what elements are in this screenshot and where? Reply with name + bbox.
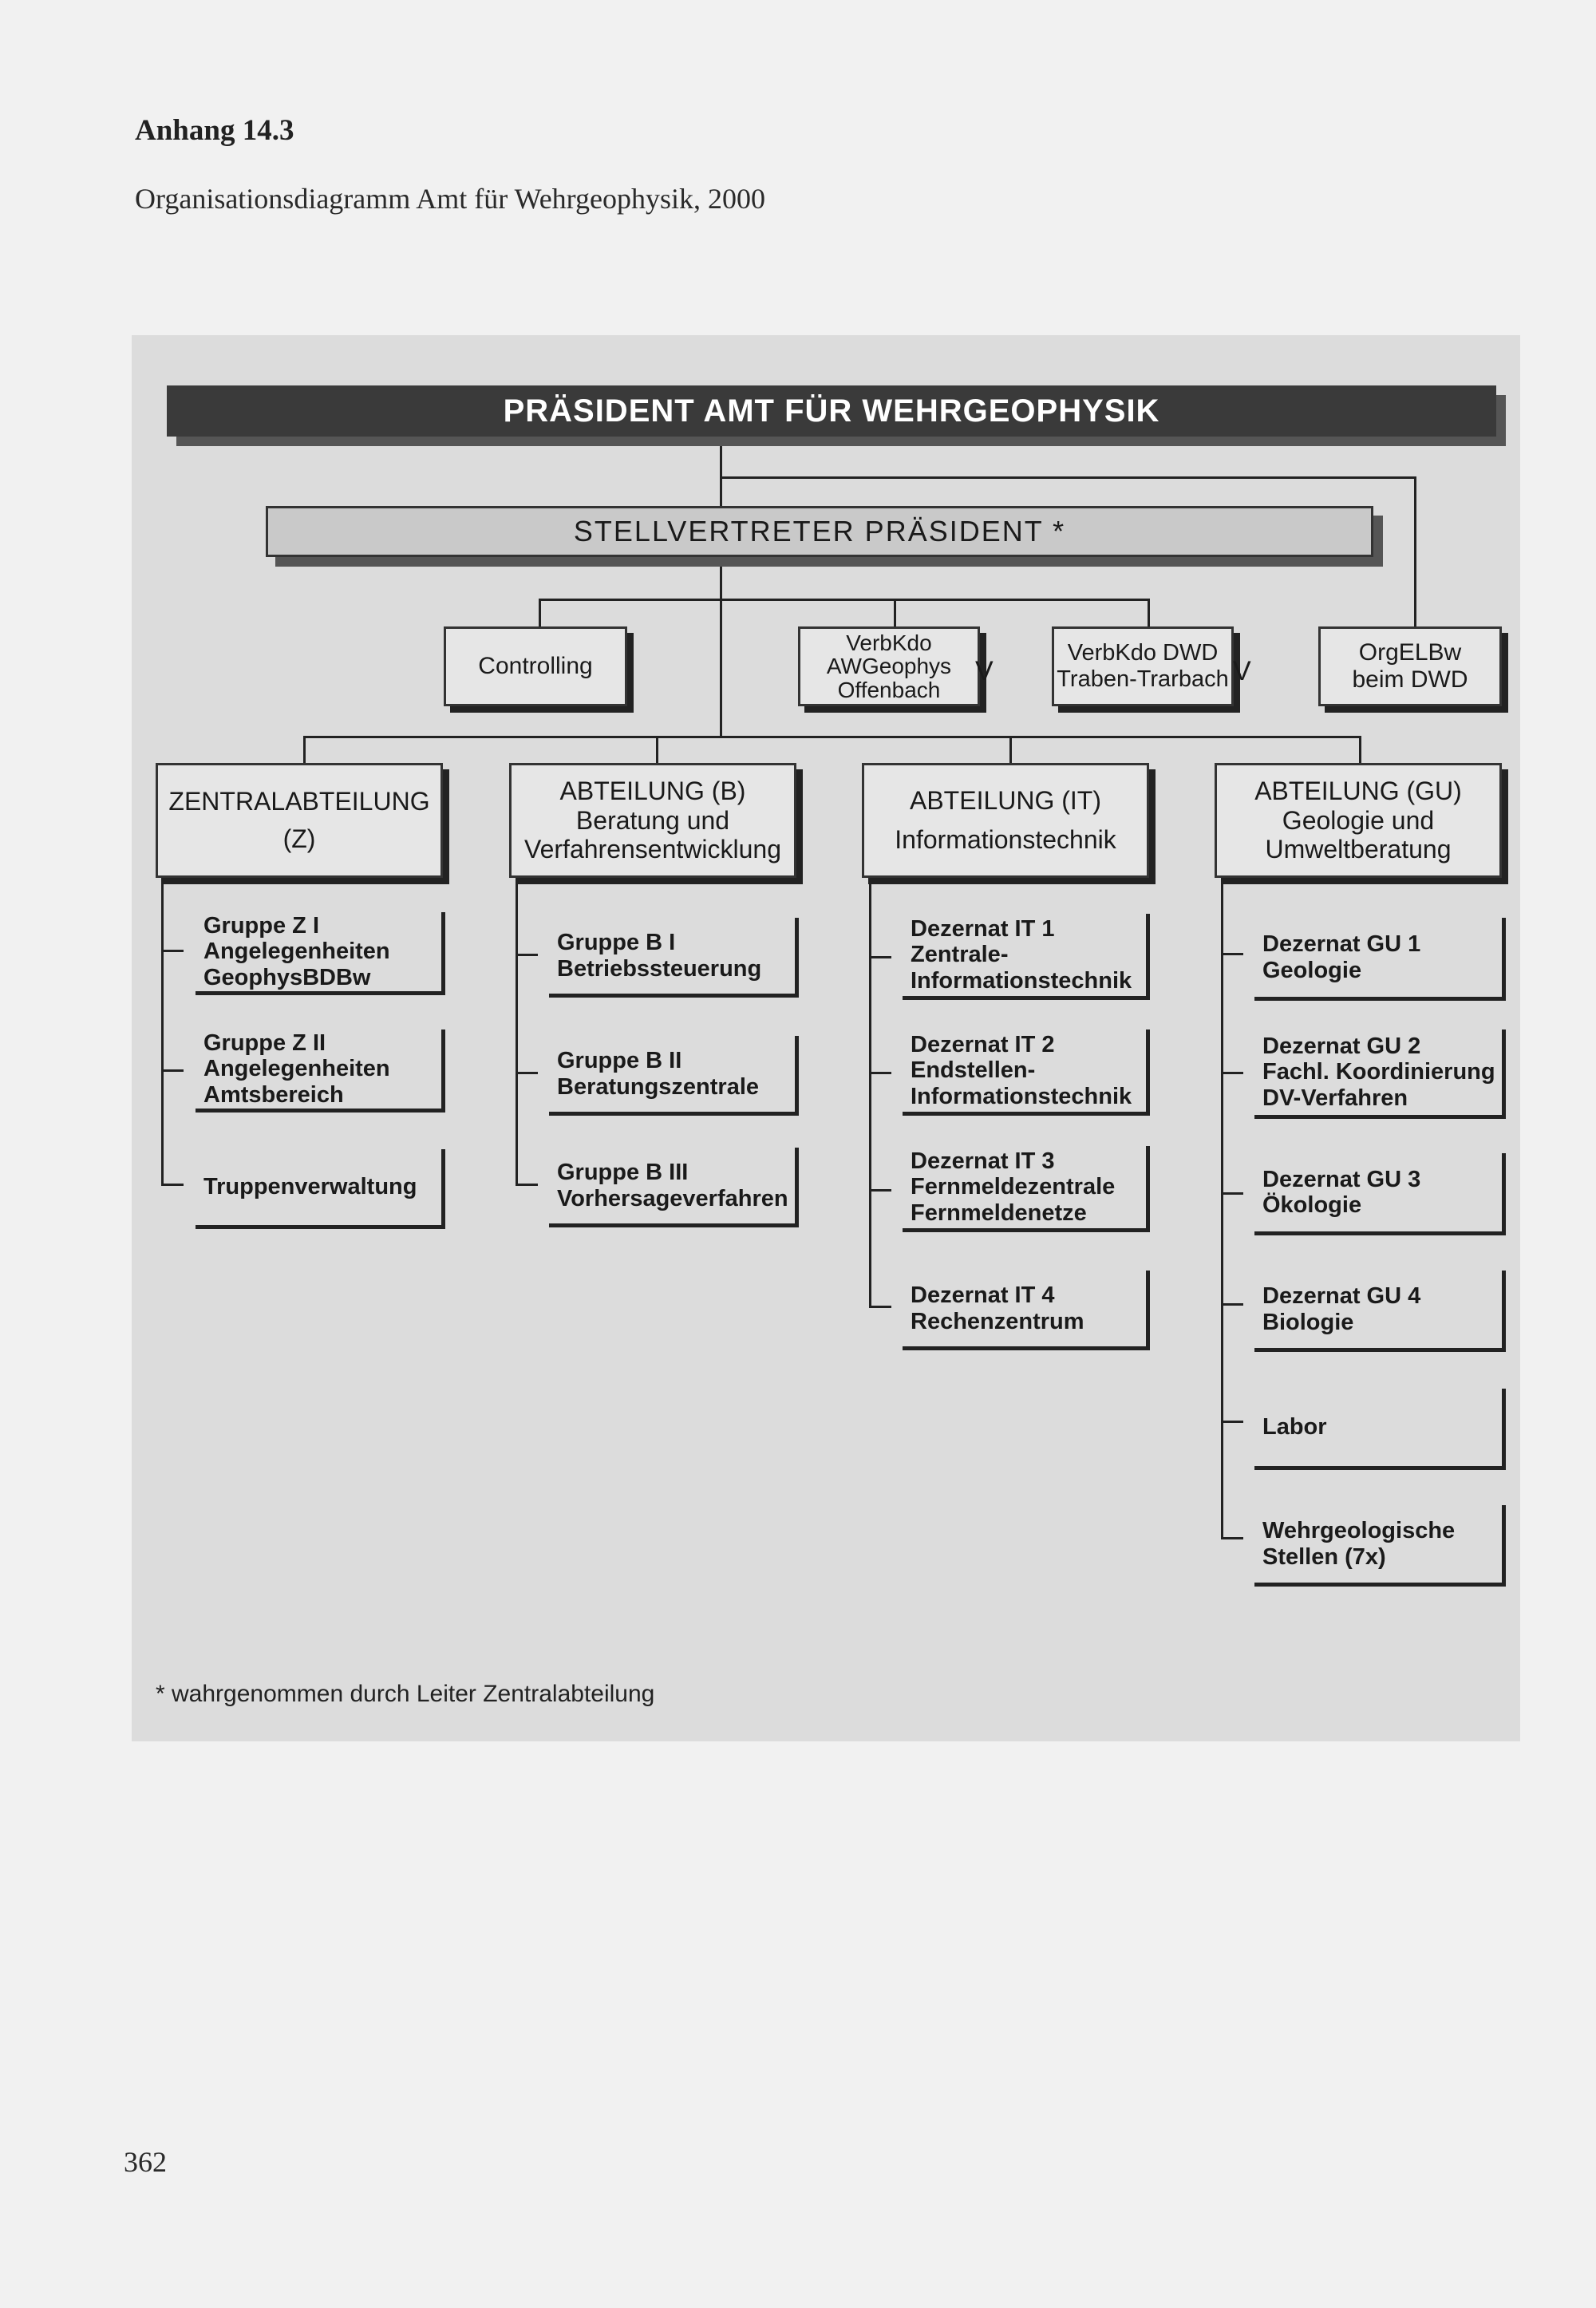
unit-line: Angelegenheiten (203, 1056, 390, 1082)
unit-line: Vorhersageverfahren (557, 1185, 788, 1211)
connector-line (894, 599, 896, 626)
branch-tick (1221, 953, 1243, 955)
box-line: VerbKdo (846, 630, 932, 655)
trunk-line (869, 878, 871, 1307)
unit-line: Fernmeldezentrale (911, 1174, 1116, 1200)
unit-item (1254, 1271, 1506, 1352)
box-line: Geologie und (1282, 805, 1435, 835)
box-line: (Z) (282, 824, 316, 853)
box-line: Beratung und (575, 805, 730, 835)
unit-line: Fachl. Koordinierung (1262, 1059, 1495, 1085)
unit-item (903, 914, 1150, 1000)
department-box-it (862, 763, 1149, 878)
connector-line (1414, 476, 1416, 626)
branch-tick (516, 954, 538, 956)
unit-line: DV-Verfahren (1262, 1085, 1408, 1111)
unit-line: Dezernat IT 1 (911, 915, 1055, 942)
branch-tick (1221, 1303, 1243, 1306)
box-line: ABTEILUNG (IT) (909, 786, 1101, 816)
branch-tick (161, 950, 184, 952)
branch-tick (1221, 1421, 1243, 1423)
unit-line: GeophysBDBw (203, 964, 371, 990)
unit-item (1254, 1153, 1506, 1235)
connector-line (303, 736, 306, 763)
unit-item (903, 1030, 1150, 1116)
branch-tick (869, 1189, 891, 1192)
unit-line: Angelegenheiten (203, 939, 390, 965)
page-subtitle: Organisationsdiagramm Amt für Wehrgeophysik, 2000 (135, 183, 766, 215)
department-box-gu (1215, 763, 1502, 878)
unit-line: Informationstechnik (911, 1083, 1132, 1109)
connector-line (720, 437, 722, 737)
box-line: Traben-Trarbach (1057, 666, 1229, 692)
unit-line: Endstellen- (911, 1057, 1036, 1084)
unit-item (549, 1148, 799, 1227)
unit-line: Stellen (7x) (1262, 1543, 1386, 1570)
box-line: Umweltberatung (1265, 835, 1452, 864)
unit-item (1254, 1505, 1506, 1587)
controlling-box (444, 626, 627, 706)
connector-line (539, 599, 1149, 601)
unit-line: Dezernat GU 3 (1262, 1166, 1421, 1192)
box-line: AWGeophys (826, 654, 952, 679)
unit-line: Rechenzentrum (911, 1308, 1084, 1334)
connector-line (1359, 736, 1361, 763)
unit-item (903, 1146, 1150, 1232)
unit-line: Dezernat GU 4 (1262, 1283, 1421, 1310)
unit-item (196, 1149, 445, 1229)
box-line: Controlling (478, 652, 593, 679)
unit-line: Gruppe B I (557, 930, 676, 956)
branch-tick (869, 1072, 891, 1074)
box-line: ABTEILUNG (GU) (1254, 776, 1462, 805)
unit-item (1254, 918, 1506, 1001)
box-line: Offenbach (837, 677, 941, 702)
unit-item (903, 1271, 1150, 1350)
box-line: OrgELBw (1358, 638, 1462, 666)
branch-tick (1221, 1072, 1243, 1074)
connector-line (1009, 736, 1012, 763)
unit-item (549, 918, 799, 998)
unit-line: Truppenverwaltung (203, 1174, 417, 1200)
v-marker: V (1233, 656, 1251, 686)
unit-line: Ökologie (1262, 1192, 1362, 1218)
branch-tick (1221, 1192, 1243, 1195)
branch-tick (869, 956, 891, 958)
footnote: * wahrgenommen durch Leiter Zentralabteilung (156, 1681, 655, 1707)
unit-item (196, 1030, 445, 1113)
verbkdo-awgeophys-box (798, 626, 980, 706)
trunk-line (1221, 878, 1223, 1539)
unit-line: Dezernat IT 3 (911, 1148, 1055, 1174)
unit-line: Wehrgeologische (1262, 1518, 1456, 1544)
unit-item (1254, 1389, 1506, 1470)
branch-tick (516, 1184, 538, 1186)
unit-line: Gruppe Z II (203, 1030, 326, 1056)
box-line: ABTEILUNG (B) (559, 776, 746, 805)
unit-line: Fernmeldenetze (911, 1199, 1087, 1226)
unit-item (196, 912, 445, 995)
branch-tick (516, 1072, 538, 1074)
unit-line: Dezernat GU 1 (1262, 931, 1421, 958)
unit-item (549, 1036, 799, 1116)
branch-tick (869, 1306, 891, 1308)
unit-line: Geologie (1262, 957, 1362, 983)
trunk-line (161, 878, 164, 1185)
unit-line: Dezernat GU 2 (1262, 1033, 1421, 1059)
box-line: ZENTRALABTEILUNG (168, 787, 430, 816)
box-line: beim DWD (1352, 666, 1468, 693)
branch-tick (161, 1069, 184, 1072)
unit-line: Betriebssteuerung (557, 955, 762, 982)
unit-line: Dezernat IT 4 (911, 1282, 1055, 1309)
unit-line: Informationstechnik (911, 967, 1132, 994)
connector-line (539, 599, 541, 626)
unit-line: Amtsbereich (203, 1081, 344, 1108)
department-box-z (156, 763, 443, 878)
unit-line: Beratungszentrale (557, 1073, 760, 1100)
box-line: Informationstechnik (895, 825, 1116, 854)
unit-line: Dezernat IT 2 (911, 1031, 1055, 1057)
trunk-line (516, 878, 518, 1185)
connector-line (303, 736, 1361, 738)
connector-line (720, 476, 1416, 479)
unit-item (1254, 1030, 1506, 1119)
box-line: Verfahrensentwicklung (524, 835, 781, 864)
orgelbw-box (1318, 626, 1502, 706)
box-line: VerbKdo DWD (1067, 639, 1219, 666)
connector-line (656, 736, 658, 763)
v-marker: V (975, 656, 994, 686)
unit-line: Labor (1262, 1414, 1327, 1441)
appendix-heading: Anhang 14.3 (135, 114, 294, 147)
unit-line: Zentrale- (911, 942, 1009, 968)
connector-line (1148, 599, 1150, 626)
unit-line: Gruppe Z I (203, 912, 319, 939)
deputy-box: STELLVERTRETER PRÄSIDENT * (266, 506, 1373, 557)
unit-line: Gruppe B III (557, 1160, 689, 1186)
unit-line: Biologie (1262, 1309, 1354, 1335)
branch-tick (161, 1184, 184, 1186)
branch-tick (1221, 1537, 1243, 1539)
president-box: PRÄSIDENT AMT FÜR WEHRGEOPHYSIK (167, 385, 1496, 437)
page-number: 362 (124, 2146, 167, 2178)
verbkdo-dwd-box (1052, 626, 1234, 706)
unit-line: Gruppe B II (557, 1048, 682, 1074)
department-box-b (509, 763, 796, 878)
